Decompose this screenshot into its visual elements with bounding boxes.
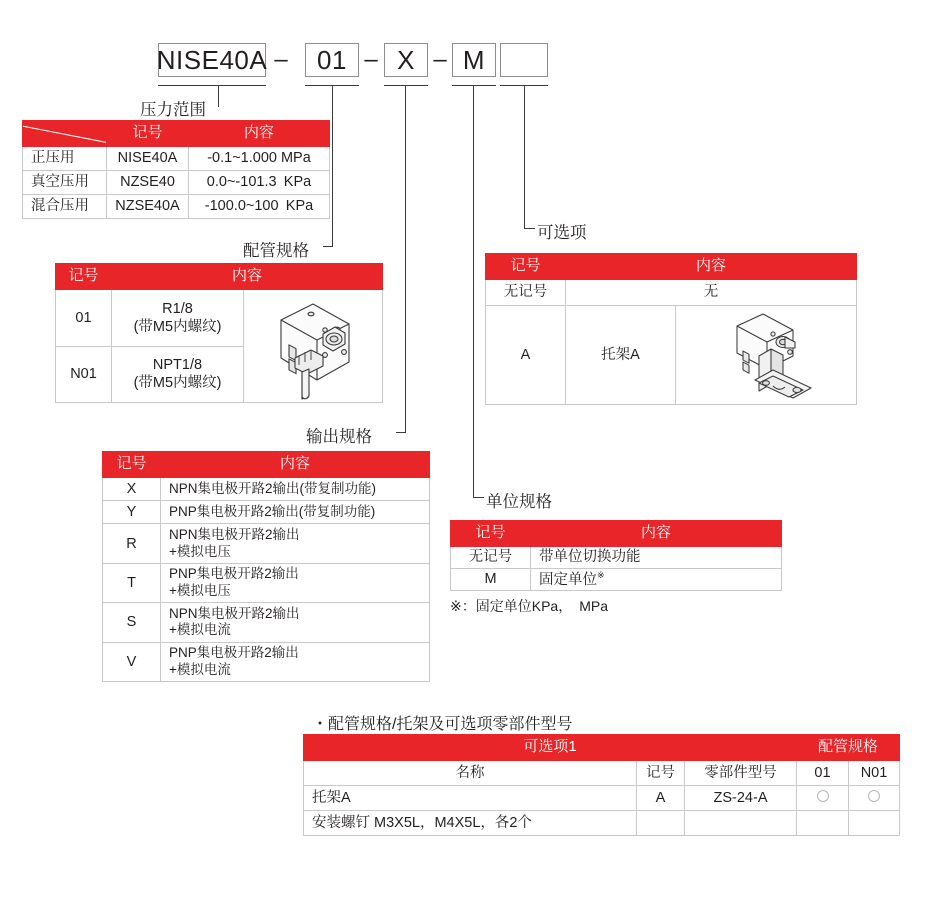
cell-part-name: 托架A [304,786,637,811]
table-row [56,290,383,347]
cell-product-image [244,290,383,403]
cell-part-name: 安装螺钉 M3X5L，M4X5L，各2个 [304,811,637,836]
label-output-spec: 输出规格 [306,428,372,446]
desc-line2: +模拟电压 [169,583,231,598]
header-cell-content: 内容 [161,452,430,478]
cell-range: -0.1~1.000 MPa [189,147,330,171]
parts-table-title: ・配管规格/托架及可选项零部件型号 [312,716,573,733]
label-piping-spec: 配管规格 [243,242,309,260]
table-piping-spec [55,263,383,402]
model-code-text: 01 [317,44,347,75]
cell-code-a: A [486,306,566,405]
cell-part-no: ZS-24-A [685,786,797,811]
footnote-mark: ※ [597,570,605,581]
table-header-row [23,121,330,147]
cell-range: -100.0~100 KPa [189,195,330,219]
header-cell-content: 内容 [112,264,383,290]
table-subheader-row [304,761,900,786]
subheader-name: 名称 [304,761,637,786]
header-cell-content: 内容 [566,254,857,280]
header-cell-code: 记号 [486,254,566,280]
table-row [103,524,430,563]
cell-content-text: 固定单位 [539,571,597,588]
table-row [23,147,330,171]
table-row [103,501,430,524]
model-code-text: X [397,44,415,75]
pressure-sensor-illustration [261,292,365,400]
cell-code: R [103,524,161,563]
subheader-n01: N01 [849,761,900,786]
header-cell-content: 内容 [531,521,782,547]
cell-thread [112,346,244,403]
thread-line1: NPT1/8 [152,357,203,374]
table-row [103,642,430,681]
desc-line2: +模拟电流 [169,661,231,677]
model-code-box-option[interactable] [500,43,548,77]
header-cell-piping-group: 配管规格 [797,735,900,761]
cell-code: NZSE40 [107,171,189,195]
label-option-spec: 可选项 [537,224,587,242]
cell-desc [161,563,430,602]
cell-part-code: A [637,786,685,811]
table-unit-spec [450,520,782,591]
table-row [23,171,330,195]
desc-line1: NPN集电极开路2输出 [169,526,300,542]
header-cell-option-group [304,735,797,761]
cell-code: N01 [56,346,112,403]
cell-code: T [103,563,161,602]
table-header-row-group [304,735,900,761]
header-cell-code: 记号 [107,121,189,147]
model-code-dash-2: – [364,46,378,73]
model-code-text: NISE40A [156,44,268,75]
table-header-row [451,521,782,547]
availability-circle-icon [868,790,880,802]
table-row [23,195,330,219]
cell-code: 01 [56,290,112,347]
model-code-box-unit[interactable] [452,43,496,77]
desc-line2: +模拟电流 [169,622,231,638]
header-cell-code: 记号 [451,521,531,547]
unit-spec-footnote: ※：固定单位KPa， MPa [450,598,608,614]
cell-code: NISE40A [107,147,189,171]
cell-avail-n01 [849,811,900,836]
subheader-01: 01 [797,761,849,786]
table-pressure-range [22,120,330,217]
cell-desc [161,642,430,681]
cell-content [531,569,782,591]
cell-desc [161,603,430,642]
table-row [103,478,430,501]
model-code-dash-1: – [274,46,288,73]
model-code-box-output[interactable] [384,43,428,77]
table-row [103,563,430,602]
cell-code: X [103,478,161,501]
cell-desc [161,501,430,524]
header-option-text: 可选项1 [523,738,577,756]
cell-part-no [685,811,797,836]
cell-type: 真空压用 [23,171,107,195]
table-row [486,280,857,306]
cell-avail-n01 [849,786,900,811]
cell-desc [161,478,430,501]
desc-line1: PNP集电极开路2输出(带复制功能) [169,503,376,519]
cell-part-code [637,811,685,836]
table-row [103,603,430,642]
cell-range: 0.0~-101.3 KPa [189,171,330,195]
model-code-text: M [462,44,486,75]
header-cell-code: 记号 [56,264,112,290]
table-row [486,306,857,405]
cell-code: 无记号 [451,547,531,569]
cell-avail-01 [797,811,849,836]
thread-line2: (带M5内螺纹) [133,375,222,392]
cell-content-a: 托架A [566,306,676,405]
table-parts [303,734,900,835]
header-cell-corner [23,121,107,147]
table-row [451,569,782,591]
model-code-box-piping[interactable] [305,43,359,77]
table-output-spec [102,451,430,682]
cell-thread [112,290,244,347]
cell-content: 带单位切换功能 [531,547,782,569]
label-unit-spec: 单位规格 [486,493,552,511]
cell-code: M [451,569,531,591]
table-header-row [56,264,383,290]
table-row [451,547,782,569]
table-row [304,786,900,811]
availability-circle-icon [817,790,829,802]
desc-line1: NPN集电极开路2输出 [169,605,300,621]
model-code-dash-3: – [433,46,447,73]
table-row [304,811,900,836]
cell-desc [161,524,430,563]
cell-content-none: 无 [566,280,857,306]
cell-code: Y [103,501,161,524]
cell-avail-01 [797,786,849,811]
desc-line1: PNP集电极开路2输出 [169,566,299,582]
desc-line2: +模拟电压 [169,543,231,559]
thread-line2: (带M5内螺纹) [133,318,222,335]
model-code-row [0,0,930,75]
table-header-row [486,254,857,280]
cell-bracket-image [676,306,857,405]
cell-code: NZSE40A [107,195,189,219]
bracket-a-illustration [711,308,821,402]
desc-line1: PNP集电极开路2输出 [169,644,299,660]
subheader-code: 记号 [637,761,685,786]
header-cell-content: 内容 [189,121,330,147]
table-header-row [103,452,430,478]
cell-type: 正压用 [23,147,107,171]
subheader-part-no: 零部件型号 [685,761,797,786]
model-code-box-pressure[interactable] [158,43,266,77]
header-cell-code: 记号 [103,452,161,478]
desc-line1: NPN集电极开路2输出(带复制功能) [169,480,377,496]
cell-code: S [103,603,161,642]
thread-line1: R1/8 [162,300,193,317]
label-pressure-range: 压力范围 [140,101,206,119]
table-option-spec [485,253,857,405]
cell-code: V [103,642,161,681]
cell-code-none: 无记号 [486,280,566,306]
cell-type: 混合压用 [23,195,107,219]
